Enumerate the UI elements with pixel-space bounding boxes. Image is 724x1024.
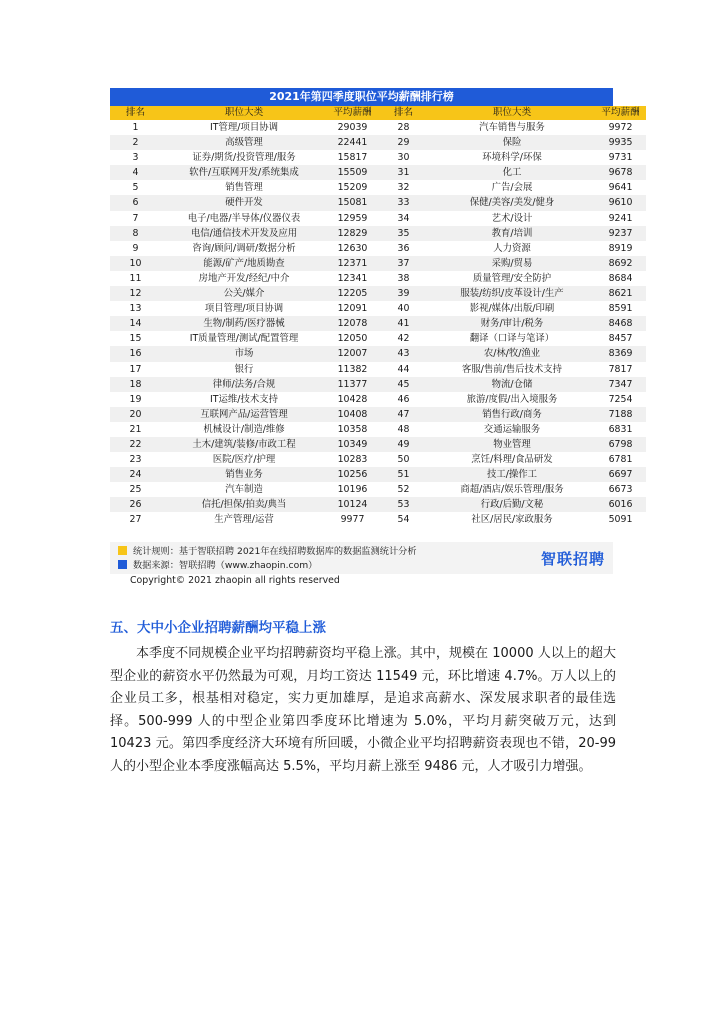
salary-left-cell: 10283 [327,452,378,467]
rank-left-cell: 6 [110,195,161,210]
category-right-cell: 环境科学/环保 [429,150,595,165]
salary-right-cell: 9935 [595,135,646,150]
category-left-cell: 生物/制药/医疗器械 [161,316,327,331]
category-right-cell: 质量管理/安全防护 [429,271,595,286]
salary-right-cell: 7347 [595,377,646,392]
salary-right-cell: 7254 [595,392,646,407]
rank-left-cell: 5 [110,180,161,195]
salary-left-cell: 12341 [327,271,378,286]
salary-left-cell: 9977 [327,512,378,527]
category-right-cell: 烹饪/料理/食品研发 [429,452,595,467]
rank-left-cell: 12 [110,286,161,301]
rank-left-cell: 1 [110,120,161,135]
salary-right-cell: 7817 [595,362,646,377]
salary-right-cell: 8692 [595,256,646,271]
rank-right-cell: 45 [378,377,429,392]
table-body [110,120,646,528]
rank-left-cell: 3 [110,150,161,165]
header-rank-left: 排名 [110,106,161,120]
salary-right-cell: 8457 [595,331,646,346]
salary-left-cell: 10408 [327,407,378,422]
category-right-cell: 保健/美容/美发/健身 [429,195,595,210]
category-left-cell: 软件/互联网开发/系统集成 [161,165,327,180]
category-left-cell: 电子/电器/半导体/仪器仪表 [161,211,327,226]
category-left-cell: 土木/建筑/装修/市政工程 [161,437,327,452]
salary-left-cell: 11382 [327,362,378,377]
table-row [110,256,646,271]
salary-right-cell: 9610 [595,195,646,210]
salary-right-cell: 6673 [595,482,646,497]
salary-left-cell: 12829 [327,226,378,241]
table-row [110,377,646,392]
header-category-left: 职位大类 [161,106,327,120]
rank-right-cell: 48 [378,422,429,437]
rank-left-cell: 10 [110,256,161,271]
rank-left-cell: 7 [110,211,161,226]
section-body [110,643,616,778]
salary-right-cell: 6831 [595,422,646,437]
category-left-cell: 公关/媒介 [161,286,327,301]
category-left-cell: 互联网产品/运营管理 [161,407,327,422]
category-right-cell: 影视/媒体/出版/印刷 [429,301,595,316]
category-right-cell: 采购/贸易 [429,256,595,271]
salary-right-cell: 9641 [595,180,646,195]
table-row [110,331,646,346]
category-right-cell: 技工/操作工 [429,467,595,482]
header-rank-right: 排名 [378,106,429,120]
copyright-line: Copyright© 2021 zhaopin all rights reserved [130,575,340,586]
rank-right-cell: 39 [378,286,429,301]
rank-left-cell: 13 [110,301,161,316]
salary-left-cell: 10124 [327,497,378,512]
salary-left-cell: 10196 [327,482,378,497]
rank-left-cell: 22 [110,437,161,452]
rank-right-cell: 43 [378,346,429,361]
rank-right-cell: 35 [378,226,429,241]
salary-right-cell: 6798 [595,437,646,452]
salary-left-cell: 12007 [327,346,378,361]
category-right-cell: 物业管理 [429,437,595,452]
category-right-cell: 人力资源 [429,241,595,256]
salary-right-cell: 9678 [595,165,646,180]
salary-left-cell: 15081 [327,195,378,210]
category-left-cell: 能源/矿产/地质勘查 [161,256,327,271]
category-left-cell: 医院/医疗/护理 [161,452,327,467]
salary-right-cell: 8684 [595,271,646,286]
salary-right-cell: 9237 [595,226,646,241]
category-right-cell: 商超/酒店/娱乐管理/服务 [429,482,595,497]
rank-left-cell: 25 [110,482,161,497]
category-left-cell: IT管理/项目协调 [161,120,327,135]
category-right-cell: 广告/会展 [429,180,595,195]
category-right-cell: 客服/售前/售后技术支持 [429,362,595,377]
salary-left-cell: 12371 [327,256,378,271]
category-left-cell: 销售管理 [161,180,327,195]
category-right-cell: 汽车销售与服务 [429,120,595,135]
table-row [110,180,646,195]
category-right-cell: 农/林/牧/渔业 [429,346,595,361]
salary-left-cell: 15509 [327,165,378,180]
salary-right-cell: 6697 [595,467,646,482]
rank-left-cell: 4 [110,165,161,180]
rank-right-cell: 46 [378,392,429,407]
table-row [110,422,646,437]
category-right-cell: 艺术/设计 [429,211,595,226]
category-right-cell: 行政/后勤/文秘 [429,497,595,512]
header-category-right: 职位大类 [429,106,595,120]
data-source-text: 数据来源：智联招聘（www.zhaopin.com） [133,560,318,571]
rank-left-cell: 24 [110,467,161,482]
category-right-cell: 服装/纺织/皮革设计/生产 [429,286,595,301]
rank-left-cell: 26 [110,497,161,512]
rank-left-cell: 8 [110,226,161,241]
table-row [110,407,646,422]
category-left-cell: 房地产开发/经纪/中介 [161,271,327,286]
rank-left-cell: 19 [110,392,161,407]
category-left-cell: 项目管理/项目协调 [161,301,327,316]
salary-right-cell: 6781 [595,452,646,467]
section-heading: 五、大中小企业招聘薪酬均平稳上涨 [110,620,326,636]
rank-right-cell: 42 [378,331,429,346]
stat-rule-note [118,545,417,559]
rank-left-cell: 27 [110,512,161,527]
table-header-row [110,106,646,120]
table-row [110,226,646,241]
table-title: 2021年第四季度职位平均薪酬排行榜 [110,88,613,106]
category-right-cell: 化工 [429,165,595,180]
category-left-cell: 咨询/顾问/调研/数据分析 [161,241,327,256]
rank-left-cell: 9 [110,241,161,256]
table-row [110,271,646,286]
table-row [110,497,646,512]
table-row [110,512,646,527]
salary-left-cell: 12959 [327,211,378,226]
salary-left-cell: 22441 [327,135,378,150]
rank-right-cell: 38 [378,271,429,286]
category-right-cell: 旅游/度假/出入境服务 [429,392,595,407]
rank-left-cell: 2 [110,135,161,150]
rank-right-cell: 50 [378,452,429,467]
table-row [110,346,646,361]
category-right-cell: 保险 [429,135,595,150]
salary-left-cell: 11377 [327,377,378,392]
table-row [110,362,646,377]
rank-right-cell: 28 [378,120,429,135]
zhaopin-logo [541,548,605,569]
salary-left-cell: 29039 [327,120,378,135]
salary-left-cell: 12091 [327,301,378,316]
table-row [110,241,646,256]
data-source-note [118,559,317,573]
category-left-cell: 律师/法务/合规 [161,377,327,392]
rank-left-cell: 23 [110,452,161,467]
rank-right-cell: 51 [378,467,429,482]
brand-text: 智联招聘 [540,550,605,568]
salary-right-cell: 8369 [595,346,646,361]
rank-right-cell: 31 [378,165,429,180]
rank-right-cell: 30 [378,150,429,165]
salary-right-cell: 8919 [595,241,646,256]
salary-right-cell: 8591 [595,301,646,316]
category-right-cell: 财务/审计/税务 [429,316,595,331]
body-paragraph: 本季度不同规模企业平均招聘薪资均平稳上涨。其中，规模在 10000 人以上的超大型企业的薪资水平仍然最为可观，月均工资达 11549 元，环比增速 4.7%。万人以上的企业员工多，根基相对稳定，实力更加雄厚，是追求高薪水、深发展求职者的最佳选择。500-999 人的中型企业第四季度环比增速为 5.0%，平均月薪突破万元，达到 10423 元。第四季度经济大环境有所回暖，小微企业平均招聘薪资表现也不错，20-99 人的小型企业本季度涨幅高达 5.5%，平均月薪上涨至 9486 元，人才吸引力增强。 [110,646,616,774]
rank-right-cell: 49 [378,437,429,452]
rank-left-cell: 16 [110,346,161,361]
rank-left-cell: 14 [110,316,161,331]
source-notes [110,542,613,574]
rank-right-cell: 33 [378,195,429,210]
table-row [110,150,646,165]
table-row [110,195,646,210]
rank-right-cell: 53 [378,497,429,512]
category-right-cell: 交通运输服务 [429,422,595,437]
table-row [110,316,646,331]
table-row [110,482,646,497]
rank-right-cell: 29 [378,135,429,150]
rank-left-cell: 11 [110,271,161,286]
rank-right-cell: 41 [378,316,429,331]
category-left-cell: 销售业务 [161,467,327,482]
salary-left-cell: 12050 [327,331,378,346]
salary-right-cell: 8621 [595,286,646,301]
table-row [110,135,646,150]
rank-left-cell: 20 [110,407,161,422]
salary-left-cell: 10256 [327,467,378,482]
category-right-cell: 社区/居民/家政服务 [429,512,595,527]
salary-right-cell: 6016 [595,497,646,512]
rank-left-cell: 17 [110,362,161,377]
salary-left-cell: 12205 [327,286,378,301]
category-left-cell: 汽车制造 [161,482,327,497]
table-row [110,211,646,226]
salary-right-cell: 7188 [595,407,646,422]
header-salary-left: 平均薪酬 [327,106,378,120]
salary-left-cell: 12078 [327,316,378,331]
salary-right-cell: 8468 [595,316,646,331]
category-left-cell: 信托/担保/拍卖/典当 [161,497,327,512]
salary-left-cell: 10428 [327,392,378,407]
rank-right-cell: 52 [378,482,429,497]
category-left-cell: 证券/期货/投资管理/服务 [161,150,327,165]
blue-square-icon [118,560,127,569]
salary-left-cell: 10358 [327,422,378,437]
category-left-cell: 市场 [161,346,327,361]
category-left-cell: 电信/通信技术开发及应用 [161,226,327,241]
table-row [110,452,646,467]
category-left-cell: 高级管理 [161,135,327,150]
salary-left-cell: 15209 [327,180,378,195]
rank-right-cell: 54 [378,512,429,527]
rank-left-cell: 15 [110,331,161,346]
category-left-cell: IT质量管理/测试/配置管理 [161,331,327,346]
yellow-square-icon [118,546,127,555]
rank-right-cell: 47 [378,407,429,422]
rank-right-cell: 32 [378,180,429,195]
table-row [110,437,646,452]
rank-right-cell: 40 [378,301,429,316]
table-row [110,301,646,316]
category-right-cell: 翻译（口译与笔译） [429,331,595,346]
salary-ranking-table [110,88,640,528]
rank-left-cell: 21 [110,422,161,437]
category-right-cell: 物流/仓储 [429,377,595,392]
category-left-cell: 银行 [161,362,327,377]
rank-right-cell: 34 [378,211,429,226]
salary-left-cell: 12630 [327,241,378,256]
salary-right-cell: 5091 [595,512,646,527]
ranking-grid [110,106,646,528]
table-row [110,467,646,482]
stat-rule-text: 统计规则：基于智联招聘 2021年在线招聘数据库的数据监测统计分析 [133,546,417,557]
header-salary-right: 平均薪酬 [595,106,646,120]
salary-right-cell: 9972 [595,120,646,135]
category-left-cell: 机械设计/制造/维修 [161,422,327,437]
category-left-cell: 硬件开发 [161,195,327,210]
table-row [110,165,646,180]
rank-right-cell: 37 [378,256,429,271]
rank-left-cell: 18 [110,377,161,392]
category-left-cell: IT运维/技术支持 [161,392,327,407]
rank-right-cell: 44 [378,362,429,377]
table-row [110,120,646,135]
category-right-cell: 销售行政/商务 [429,407,595,422]
salary-left-cell: 15817 [327,150,378,165]
salary-left-cell: 10349 [327,437,378,452]
salary-right-cell: 9731 [595,150,646,165]
table-row [110,286,646,301]
category-left-cell: 生产管理/运营 [161,512,327,527]
salary-right-cell: 9241 [595,211,646,226]
category-right-cell: 教育/培训 [429,226,595,241]
table-row [110,392,646,407]
rank-right-cell: 36 [378,241,429,256]
